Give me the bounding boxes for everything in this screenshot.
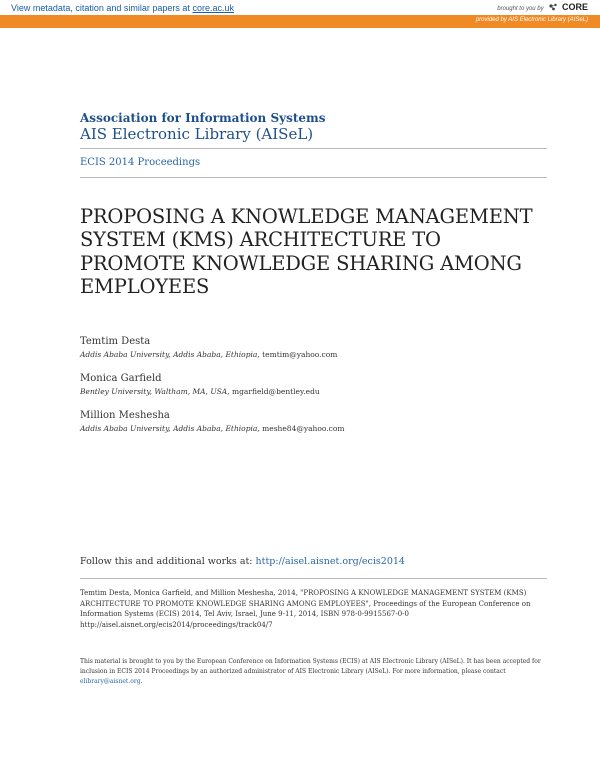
affiliation-text: Addis Ababa University, Addis Ababa, Ethiopia, — [80, 424, 263, 433]
author-name: Temtim Desta — [80, 336, 151, 347]
author-3 — [80, 410, 345, 433]
proceedings-link[interactable]: ECIS 2014 Proceedings — [80, 157, 201, 168]
provided-by-text[interactable]: provided by AIS Electronic Library (AISeL) — [475, 17, 588, 23]
author-affiliation — [80, 424, 345, 433]
notice-text: This material is brought to you by the European Conference on Information Systems (ECIS) at AIS Electronic Library (AISeL). It has been accepted for inclusion in ECIS 2014 Proceedings by an authorized administrator of AIS Electronic Library (AISeL). For more information, please contact — [80, 658, 541, 675]
follow-works — [80, 556, 405, 567]
core-ac-uk-link[interactable]: core.ac.uk — [192, 3, 234, 13]
author-affiliation — [80, 387, 320, 396]
author-email: mgarfield@bentley.edu — [231, 387, 320, 396]
author-email: temtim@yahoo.com — [262, 350, 338, 359]
author-name: Million Meshesha — [80, 410, 170, 421]
view-metadata-text: View metadata, citation and similar papers at — [11, 3, 193, 13]
core-logo-icon — [548, 3, 558, 11]
association-name[interactable]: Association for Information Systems — [80, 111, 326, 125]
copyright-notice — [80, 657, 550, 687]
contact-email-link[interactable]: elibrary@aisnet.org — [80, 678, 141, 685]
author-1 — [80, 336, 337, 359]
author-affiliation — [80, 350, 337, 359]
brought-to-you-by[interactable] — [497, 2, 588, 12]
organization-header — [80, 111, 325, 143]
divider-bottom — [80, 177, 547, 178]
core-label: CORE — [561, 2, 588, 12]
divider-top — [80, 148, 547, 149]
divider-citation — [80, 578, 547, 579]
brought-to-you-text: brought to you by — [497, 6, 544, 12]
author-email: meshe84@yahoo.com — [262, 424, 345, 433]
paper-title: PROPOSING A KNOWLEDGE MANAGEMENT SYSTEM (KMS) ARCHITECTURE TO PROMOTE KNOWLEDGE SHARING AMONG EMPLOYEES — [80, 205, 533, 298]
author-name: Monica Garfield — [80, 373, 162, 384]
follow-label: Follow this and additional works at: — [80, 556, 256, 567]
provider-strip — [0, 15, 600, 28]
view-metadata-link[interactable] — [11, 3, 234, 13]
top-bar — [0, 0, 600, 28]
author-2 — [80, 373, 320, 396]
affiliation-text: Bentley University, Waltham, MA, USA, — [80, 387, 232, 396]
affiliation-text: Addis Ababa University, Addis Ababa, Ethiopia, — [80, 350, 263, 359]
library-name[interactable]: AIS Electronic Library (AISeL) — [80, 125, 314, 143]
notice-end: . — [140, 678, 143, 685]
ecis2014-link[interactable]: http://aisel.aisnet.org/ecis2014 — [255, 556, 405, 567]
recommended-citation: Temtim Desta, Monica Garfield, and Million Meshesha, 2014, "PROPOSING A KNOWLEDGE MANAGEMENT SYSTEM (KMS) ARCHITECTURE TO PROMOTE KNOWLEDGE SHARING AMONG EMPLOYEES", Proceedings of the European Conference on Information Systems (ECIS) 2014, Tel Aviv, Israel, June 9-11, 2014, ISBN 978-0-9915567-0-0 http://aisel.aisnet.org/ecis2014/proceedings/track04/7 — [80, 589, 531, 630]
